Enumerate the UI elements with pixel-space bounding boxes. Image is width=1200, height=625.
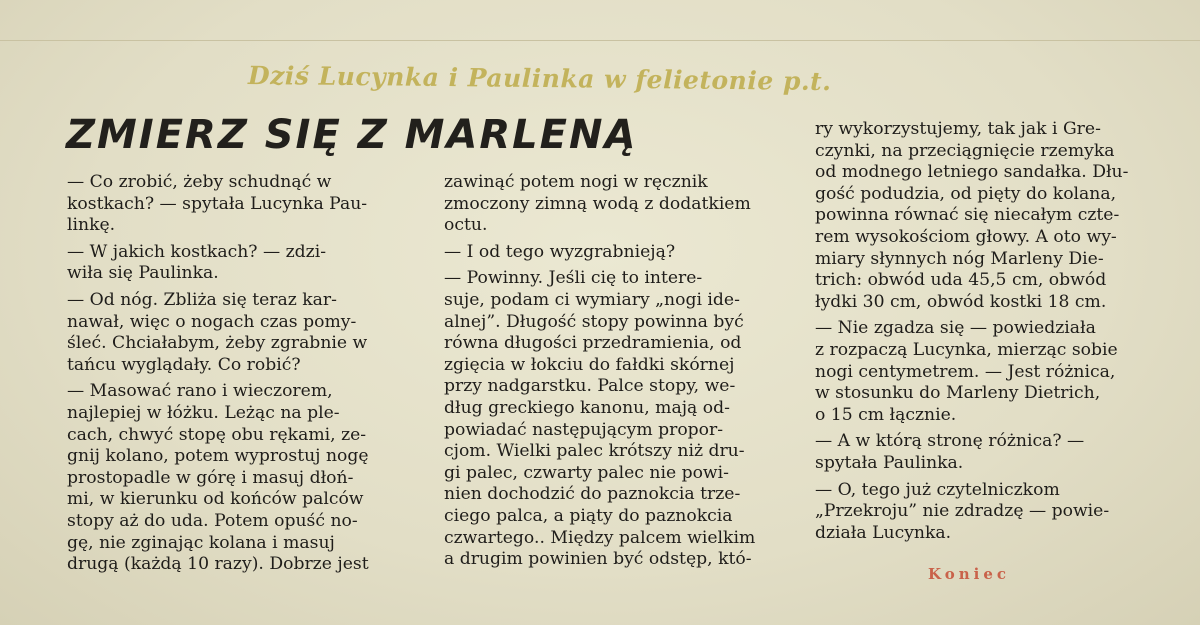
text-line: zawinąć potem nogi w ręcznik xyxy=(444,172,708,192)
text-line: — Powinny. Jeśli cię to intere- xyxy=(444,268,703,289)
article-headline: ZMIERZ SIĘ Z MARLENĄ xyxy=(66,112,638,158)
text-line: o 15 cm łącznie. xyxy=(815,404,957,425)
text-line: przy nadgarstku. Palce stopy, we- xyxy=(444,376,736,397)
text-line: równa długości przedramienia, od xyxy=(444,333,742,354)
text-line: — W jakich kostkach? — zdzi- xyxy=(67,241,327,262)
text-line: — Od nóg. Zbliża się teraz kar- xyxy=(67,289,337,310)
text-line: — Masować rano i wieczorem, xyxy=(67,381,333,402)
text-line: cach, chwyć stopę obu rękami, ze- xyxy=(67,424,367,445)
text-line: prostopadle w górę i masuj dłoń- xyxy=(67,467,354,488)
text-line: gnij kolano, potem wyprostuj nogę xyxy=(67,446,369,467)
text-line: najlepiej w łóżku. Leżąc na ple- xyxy=(67,402,340,423)
text-line: suje, podam ci wymiary „nogi ide- xyxy=(444,289,740,310)
text-line: zgięcia w łokciu do fałdki skórnej xyxy=(444,354,735,375)
text-line: działa Lucynka. xyxy=(815,522,952,543)
text-line: nien dochodzić do paznokcia trze- xyxy=(444,484,741,505)
text-line: — Nie zgadza się — powiedziała xyxy=(815,318,1096,339)
text-line: czynki, na przeciągnięcie rzemyka xyxy=(815,140,1115,161)
text-line: — A w którą stronę różnica? — xyxy=(815,431,1085,452)
text-line: śleć. Chciałabym, żeby zgrabnie w xyxy=(67,333,368,354)
article-kicker: Dziś Lucynka i Paulinka w felietonie p.t. xyxy=(247,60,832,97)
text-line: trich: obwód uda 45,5 cm, obwód xyxy=(815,270,1107,291)
article-column-2 xyxy=(444,172,796,571)
text-line: octu. xyxy=(444,215,488,236)
text-line: a drugim powinien być odstęp, któ- xyxy=(444,549,752,570)
text-line: od modnego letniego sandałka. Dłu- xyxy=(815,162,1129,183)
text-line: powinna równać się niecałym czte- xyxy=(815,205,1120,226)
text-line: gość podudzia, od pięty do kolana, xyxy=(815,183,1117,204)
text-line: „Przekroju” nie zdradzę — powie- xyxy=(815,501,1110,522)
text-line: gę, nie zginając kolana i masuj xyxy=(67,532,335,553)
text-line: kostkach? — spytała Lucynka Pau- xyxy=(67,193,368,214)
text-line: tańcu wyglądały. Co robić? xyxy=(67,354,301,375)
article-ending: Koniec xyxy=(928,565,1010,583)
text-line: wiła się Paulinka. xyxy=(67,263,219,284)
text-line: — I od tego wyzgrabnieją? xyxy=(444,241,676,262)
text-line: łydki 30 cm, obwód kostki 18 cm. xyxy=(815,291,1107,312)
text-line: ciego palca, a piąty do paznokcia xyxy=(444,505,733,526)
text-line: z rozpaczą Lucynka, mierząc sobie xyxy=(815,339,1118,360)
text-line: miary słynnych nóg Marleny Die- xyxy=(815,248,1104,269)
text-line: cjom. Wielki palec krótszy niż dru- xyxy=(444,441,745,462)
text-line: linkę. xyxy=(67,215,116,236)
page-fold-line xyxy=(0,40,1200,41)
text-line: stopy aż do uda. Potem opuść no- xyxy=(67,510,358,531)
text-line: ry wykorzystujemy, tak jak i Gre- xyxy=(815,119,1101,139)
text-line: drugą (każdą 10 razy). Dobrze jest xyxy=(67,554,369,575)
text-line: spytała Paulinka. xyxy=(815,452,964,473)
text-line: — Co zrobić, żeby schudnąć w xyxy=(67,172,332,192)
text-line: alnej”. Długość stopy powinna być xyxy=(444,311,744,332)
text-line: gi palec, czwarty palec nie powi- xyxy=(444,462,729,483)
text-line: powiadać następującym propor- xyxy=(444,419,724,440)
text-line: rem wysokościom głowy. A oto wy- xyxy=(815,226,1117,247)
text-line: nogi centymetrem. — Jest różnica, xyxy=(815,361,1116,382)
text-line: w stosunku do Marleny Dietrich, xyxy=(815,383,1101,404)
text-line: czwartego.. Między palcem wielkim xyxy=(444,527,756,548)
text-line: — O, tego już czytelniczkom xyxy=(815,479,1060,500)
article-column-1 xyxy=(67,172,427,576)
text-line: mi, w kierunku od końców palców xyxy=(67,489,364,510)
text-line: dług greckiego kanonu, mają od- xyxy=(444,397,730,418)
text-line: zmoczony zimną wodą z dodatkiem xyxy=(444,193,751,214)
article-column-3 xyxy=(815,119,1165,544)
text-line: nawał, więc o nogach czas pomy- xyxy=(67,311,357,332)
